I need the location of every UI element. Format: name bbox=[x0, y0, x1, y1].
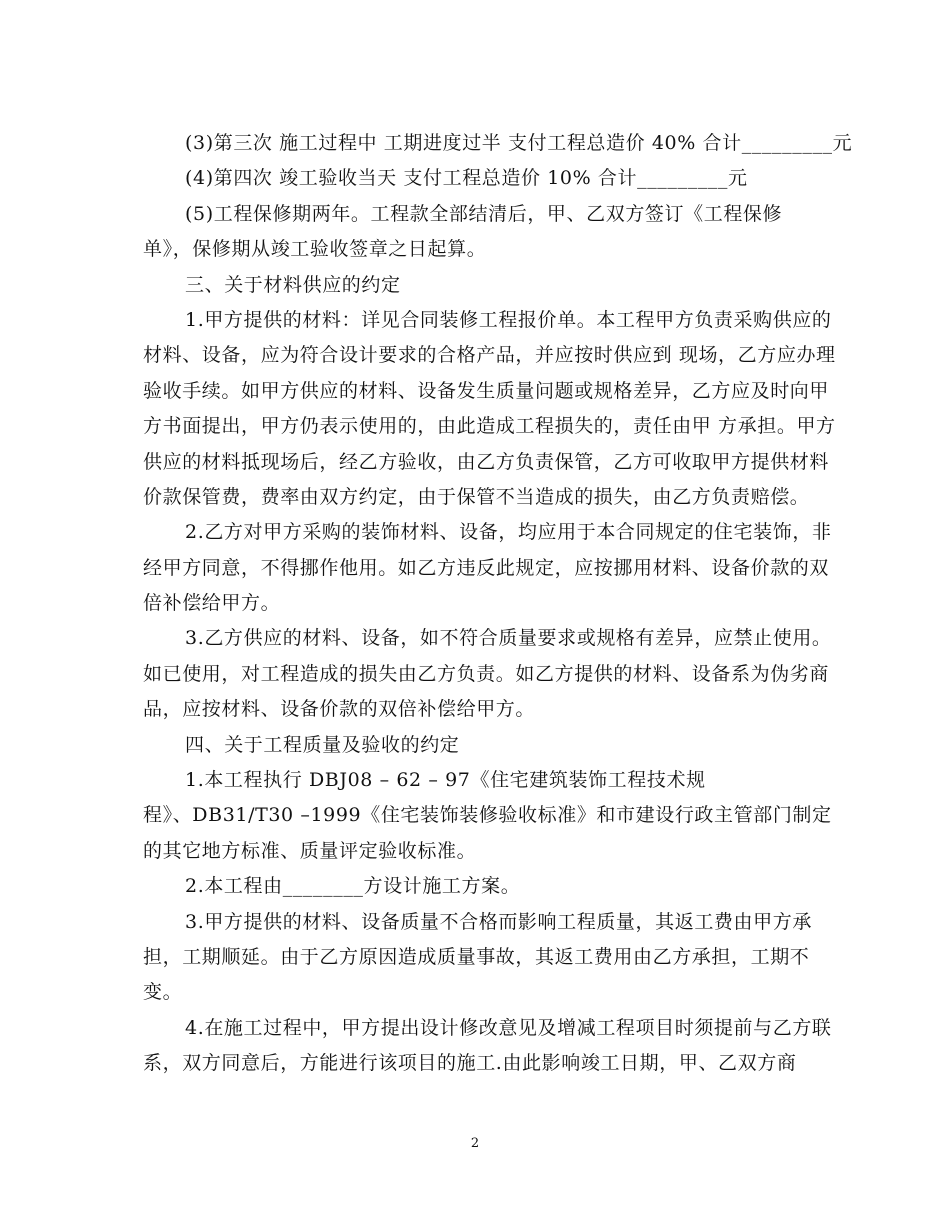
materials-clause-1: 1.甲方提供的材料：详见合同装修工程报价单。本工程甲方负责采购供应的 bbox=[185, 308, 832, 331]
section-heading-materials: 三、关于材料供应的约定 bbox=[185, 273, 401, 296]
quality-clause-4-cont: 系，双方同意后，方能进行该项目的施工.由此影响竣工日期，甲、乙双方商 bbox=[143, 1052, 797, 1075]
quality-clause-3-cont: 担，工期顺延。由于乙方原因造成质量事故，其返工费用由乙方承担，工期不 bbox=[143, 945, 810, 968]
warranty-line-cont: 单》，保修期从竣工验收签章之日起算。 bbox=[143, 238, 487, 261]
materials-clause-1-cont: 价款保管费，费率由双方约定，由于保管不当造成的损失，由乙方负责赔偿。 bbox=[143, 485, 810, 508]
payment-line-3: (3)第三次 施工过程中 工期进度过半 支付工程总造价 40% 合计_________元 bbox=[185, 132, 853, 154]
materials-clause-1-cont: 供应的材料抵现场后，经乙方验收，由乙方负责保管，乙方可收取甲方提供材料 bbox=[143, 450, 830, 473]
quality-clause-1: 1.本工程执行 DBJ08 – 62 – 97《住宅建筑装饰工程技术规 bbox=[185, 769, 706, 792]
materials-clause-2-cont: 经甲方同意，不得挪作他用。如乙方违反此规定，应按挪用材料、设备价款的双 bbox=[143, 556, 830, 579]
page-number: 2 bbox=[470, 1136, 480, 1151]
materials-clause-1-cont: 材料、设备，应为符合设计要求的合格产品，并应按时供应到 现场，乙方应办理 bbox=[143, 344, 836, 367]
materials-clause-1-cont: 方书面提出，甲方仍表示使用的，由此造成工程损失的，责任由甲 方承担。甲方 bbox=[143, 415, 836, 438]
warranty-line: (5)工程保修期两年。工程款全部结清后，甲、乙双方签订《工程保修 bbox=[185, 202, 783, 225]
materials-clause-3-cont: 品，应按材料、设备价款的双倍补偿给甲方。 bbox=[143, 698, 536, 721]
materials-clause-3-cont: 如已使用，对工程造成的损失由乙方负责。如乙方提供的材料、设备系为伪劣商 bbox=[143, 662, 830, 685]
payment-line-4: (4)第四次 竣工验收当天 支付工程总造价 10% 合计_________元 bbox=[185, 167, 748, 190]
quality-clause-3: 3.甲方提供的材料、设备质量不合格而影响工程质量，其返工费由甲方承 bbox=[185, 910, 812, 933]
quality-clause-1-cont: 的其它地方标准、质量评定验收标准。 bbox=[143, 839, 477, 862]
contract-body bbox=[143, 126, 853, 1082]
materials-clause-2-cont: 倍补偿给甲方。 bbox=[143, 592, 281, 615]
quality-clause-1-cont: 程》、DB31/T30 –1999《住宅装饰装修验收标准》和市建设行政主管部门制定 bbox=[143, 804, 832, 827]
materials-clause-2: 2.乙方对甲方采购的装饰材料、设备，均应用于本合同规定的住宅装饰，非 bbox=[185, 521, 832, 544]
materials-clause-3: 3.乙方供应的材料、设备，如不符合质量要求或规格有差异，应禁止使用。 bbox=[185, 627, 832, 650]
quality-clause-2: 2.本工程由________方设计施工方案。 bbox=[185, 875, 521, 898]
quality-clause-4: 4.在施工过程中，甲方提出设计修改意见及增减工程项目时须提前与乙方联 bbox=[185, 1016, 832, 1039]
materials-clause-1-cont: 验收手续。如甲方供应的材料、设备发生质量问题或规格差异，乙方应及时向甲 bbox=[143, 379, 830, 402]
section-heading-quality: 四、关于工程质量及验收的约定 bbox=[185, 733, 460, 756]
quality-clause-3-cont: 变。 bbox=[143, 981, 183, 1004]
